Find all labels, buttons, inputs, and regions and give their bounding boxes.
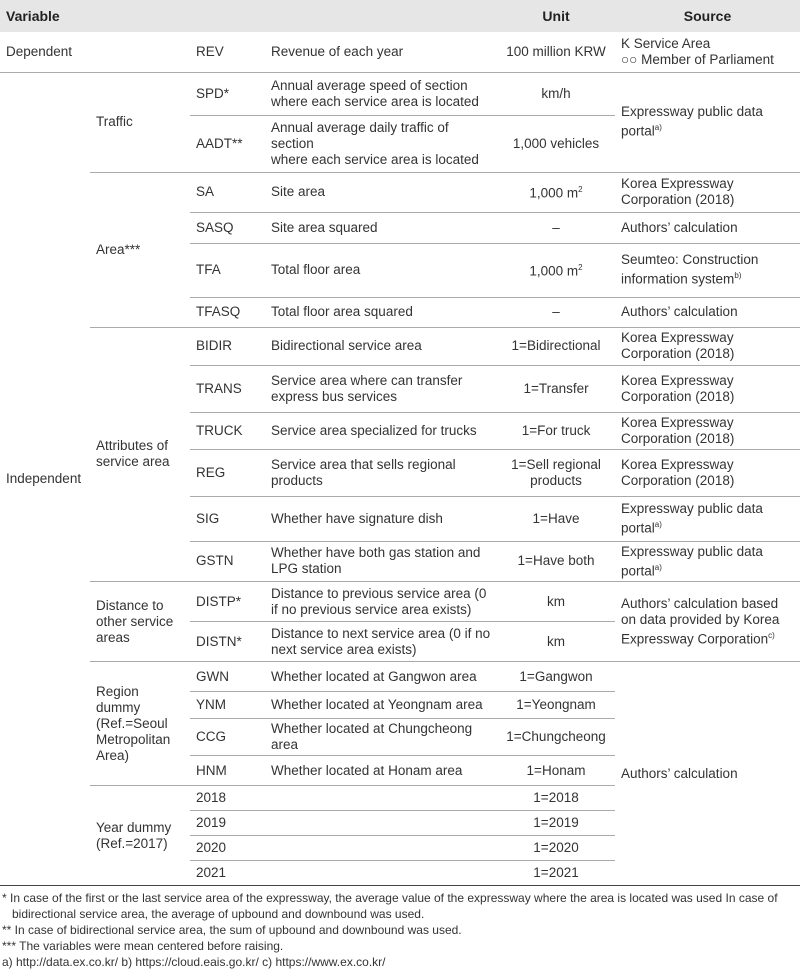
unit-text: 1=Transfer (523, 380, 589, 396)
unit-text: 1=2020 (533, 840, 579, 855)
footnote: *** The variables were mean centered before raising. (2, 939, 284, 953)
unit-text: 1,000 m (529, 263, 579, 279)
var-code: CCG (190, 719, 265, 756)
var-unit (497, 811, 615, 836)
var-desc: Whether located at Gangwon area (265, 662, 497, 692)
var-code: REG (190, 449, 265, 496)
var-unit (497, 72, 615, 115)
unit-text: 1=Have (532, 510, 580, 526)
unit-text: 1,000 m (529, 185, 579, 201)
var-source (615, 365, 800, 412)
var-desc: Service area where can transfer express bus services (265, 365, 497, 412)
var-desc: Whether located at Honam area (265, 756, 497, 786)
unit-text: 1=2019 (533, 815, 579, 830)
var-source (615, 172, 800, 212)
var-code: 2019 (190, 811, 265, 836)
superscript: 2 (578, 263, 583, 273)
var-code: SASQ (190, 212, 265, 243)
var-code: TRUCK (190, 412, 265, 449)
var-code: 2020 (190, 836, 265, 861)
superscript: 2 (578, 185, 583, 195)
var-source (615, 243, 800, 297)
var-desc (265, 836, 497, 861)
var-desc (265, 786, 497, 811)
independent-label: Independent (0, 72, 90, 886)
var-desc: Service area that sells regional products (265, 449, 497, 496)
header-source: Source (615, 0, 800, 32)
var-source (615, 496, 800, 541)
var-unit (497, 297, 615, 327)
var-code: SA (190, 172, 265, 212)
var-unit (497, 172, 615, 212)
source-text: Expressway public data portal (621, 500, 763, 536)
var-source (615, 541, 800, 582)
var-code: DISTN* (190, 622, 265, 662)
var-desc: Total floor area squared (265, 297, 497, 327)
unit-text: 1=Have both (517, 553, 595, 569)
var-unit: 100 million KRW (506, 43, 606, 59)
footnote: a) http://data.ex.co.kr/ b) https://cloud.eais.go.kr/ c) https://www.ex.co.kr/ (2, 955, 386, 969)
var-desc: Whether have both gas station and LPG station (265, 541, 497, 582)
table-row (0, 32, 800, 72)
var-code: TFASQ (190, 297, 265, 327)
superscript: a) (654, 123, 662, 133)
var-code: TFA (190, 243, 265, 297)
unit-text: 1=Sell regional products (511, 456, 601, 488)
var-code: 2021 (190, 861, 265, 886)
footnote: * In case of the first or the last service area of the expressway, the average value of the expressway where the area is located was used In case of (2, 891, 778, 905)
table-row (0, 327, 800, 365)
source-text: Korea Expressway Corporation (2018) (621, 176, 735, 207)
group-label: Attributes of service area (90, 327, 190, 582)
var-unit (497, 756, 615, 786)
var-unit (497, 243, 615, 297)
superscript: a) (654, 519, 662, 529)
header-row (0, 0, 800, 32)
var-unit (497, 719, 615, 756)
group-label: Area*** (90, 172, 190, 327)
unit-text: 1=2021 (533, 865, 579, 880)
unit-text: – (552, 219, 560, 235)
unit-text: km (547, 593, 566, 609)
group-label: Region dummy (Ref.=Seoul Metropolitan Area) (90, 662, 190, 786)
unit-text: 1=Chungcheong (506, 729, 606, 744)
var-code: YNM (190, 692, 265, 719)
source-text: Seumteo: Construction information system (621, 252, 759, 287)
var-desc: Site area (265, 172, 497, 212)
var-unit (497, 496, 615, 541)
footnote: bidirectional service area, the average of upbound and downbound was used. (12, 907, 425, 921)
var-unit (497, 115, 615, 172)
var-desc: Site area squared (265, 212, 497, 243)
var-desc: Whether located at Chungcheong area (265, 719, 497, 756)
unit-text: 1=Honam (526, 762, 586, 778)
var-source (615, 72, 800, 172)
var-source (615, 297, 800, 327)
unit-text: 1=Bidirectional (511, 338, 601, 353)
var-unit (497, 692, 615, 719)
var-desc: Distance to next service area (0 if no next service area exists) (265, 622, 497, 662)
superscript: b) (734, 271, 742, 281)
var-unit (497, 861, 615, 886)
source-text: Korea Expressway Corporation (2018) (621, 414, 735, 446)
var-desc: Whether located at Yeongnam area (265, 692, 497, 719)
group-label: Traffic (90, 72, 190, 172)
var-code: AADT** (190, 115, 265, 172)
var-code: TRANS (190, 365, 265, 412)
group-label: Year dummy (Ref.=2017) (90, 786, 190, 886)
var-source (615, 327, 800, 365)
source-line: ○○ Member of Parliament (621, 51, 774, 67)
source-text: Expressway public data portal (621, 543, 763, 578)
var-desc (265, 811, 497, 836)
source-text: Korea Expressway Corporation (2018) (621, 330, 735, 361)
unit-text: 1=For truck (521, 422, 591, 438)
source-text: Expressway public data portal (621, 104, 763, 139)
footnotes (0, 886, 800, 970)
superscript: c) (768, 630, 775, 640)
var-desc: Annual average daily traffic of section where each service area is located (265, 115, 497, 172)
var-desc: Annual average speed of section where each service area is located (265, 72, 497, 115)
var-desc: Service area specialized for trucks (265, 412, 497, 449)
var-desc: Revenue of each year (271, 43, 404, 59)
var-unit (497, 836, 615, 861)
source-text: Korea Expressway Corporation (2018) (621, 372, 735, 404)
var-code: DISTP* (190, 582, 265, 622)
header-variable: Variable (0, 0, 497, 32)
var-unit (497, 662, 615, 692)
var-unit (497, 786, 615, 811)
source-text: Authors’ calculation (621, 219, 738, 235)
var-source (615, 32, 800, 72)
var-unit (497, 622, 615, 662)
var-desc (265, 861, 497, 886)
table-row (0, 662, 800, 692)
group-label: Distance to other service areas (90, 582, 190, 662)
unit-text: 1=Gangwon (519, 668, 593, 684)
var-code: GSTN (190, 541, 265, 582)
dependent-label: Dependent (6, 43, 73, 59)
var-unit (497, 365, 615, 412)
var-code: SPD* (190, 72, 265, 115)
var-code: GWN (190, 662, 265, 692)
var-code: 2018 (190, 786, 265, 811)
source-line: K Service Area (621, 35, 711, 51)
source-text: Korea Expressway Corporation (2018) (621, 456, 735, 488)
var-unit (497, 449, 615, 496)
table-row (0, 172, 800, 212)
unit-text: 1=Yeongnam (516, 697, 596, 712)
source-text: Authors’ calculation (621, 765, 738, 781)
var-source (615, 449, 800, 496)
var-unit (497, 541, 615, 582)
var-code: HNM (190, 756, 265, 786)
unit-text: 1,000 vehicles (512, 135, 600, 151)
var-source (615, 582, 800, 662)
var-unit (497, 412, 615, 449)
var-source (615, 412, 800, 449)
source-text: Authors’ calculation (621, 304, 738, 319)
table-row (0, 582, 800, 622)
footnote: ** In case of bidirectional service area, the sum of upbound and downbound was used. (2, 923, 462, 937)
var-desc: Distance to previous service area (0 if no previous service area exists) (265, 582, 497, 622)
var-source (615, 662, 800, 886)
var-unit (497, 327, 615, 365)
unit-text: km/h (541, 85, 571, 101)
var-source (615, 212, 800, 243)
superscript: a) (654, 562, 662, 572)
table-row (0, 72, 800, 115)
var-desc: Bidirectional service area (265, 327, 497, 365)
var-code: BIDIR (190, 327, 265, 365)
var-unit (497, 212, 615, 243)
source-text: Authors’ calculation based on data provided by Korea Expressway Corporation (621, 595, 780, 647)
var-unit (497, 582, 615, 622)
unit-text: 1=2018 (533, 790, 579, 805)
unit-text: km (547, 633, 566, 649)
var-code: SIG (190, 496, 265, 541)
var-code: REV (196, 43, 224, 59)
header-unit: Unit (497, 0, 615, 32)
var-desc: Total floor area (265, 243, 497, 297)
var-desc: Whether have signature dish (265, 496, 497, 541)
unit-text: – (552, 304, 560, 319)
